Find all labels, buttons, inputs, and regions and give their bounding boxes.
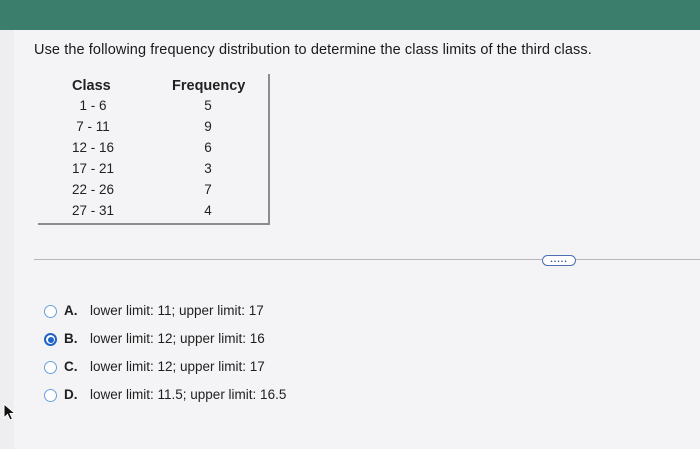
table-row [38, 119, 268, 139]
option-letter: A. [64, 303, 78, 318]
option-text: lower limit: 11; upper limit: 17 [90, 303, 264, 318]
more-info-button[interactable]: ..... [542, 255, 576, 266]
option-text: lower limit: 12; upper limit: 16 [90, 331, 265, 346]
radio-button-c[interactable] [44, 361, 57, 374]
radio-button-d[interactable] [44, 389, 57, 402]
header-bar [0, 0, 700, 30]
option-text: lower limit: 12; upper limit: 17 [90, 359, 265, 374]
table-row [38, 140, 268, 160]
frequency-cell: 3 [204, 161, 212, 176]
class-cell: 27 - 31 [71, 203, 115, 218]
table-row [38, 98, 268, 118]
radio-button-a[interactable] [44, 305, 57, 318]
option-letter: D. [64, 387, 78, 402]
option-letter: C. [64, 359, 78, 374]
class-cell: 17 - 21 [71, 161, 115, 176]
arrow-cursor-icon [3, 403, 17, 421]
option-letter: B. [64, 331, 78, 346]
section-divider [34, 259, 700, 260]
table-row [38, 182, 268, 202]
table-row [38, 161, 268, 181]
frequency-cell: 7 [204, 182, 212, 197]
radio-button-b[interactable] [44, 333, 57, 346]
frequency-column-header: Frequency [172, 78, 246, 94]
frequency-cell: 6 [204, 140, 212, 155]
table-row [38, 203, 268, 223]
class-cell: 12 - 16 [71, 140, 115, 155]
class-cell: 7 - 11 [76, 119, 110, 134]
option-text: lower limit: 11.5; upper limit: 16.5 [90, 387, 287, 402]
class-column-header: Class [72, 78, 111, 94]
class-cell: 1 - 6 [79, 98, 107, 113]
question-text: Use the following frequency distribution to determine the class limits of the third class. [34, 42, 592, 58]
frequency-table [38, 74, 270, 225]
frequency-cell: 9 [204, 119, 212, 134]
frequency-cell: 5 [204, 98, 212, 113]
class-cell: 22 - 26 [71, 182, 115, 197]
frequency-cell: 4 [204, 203, 212, 218]
